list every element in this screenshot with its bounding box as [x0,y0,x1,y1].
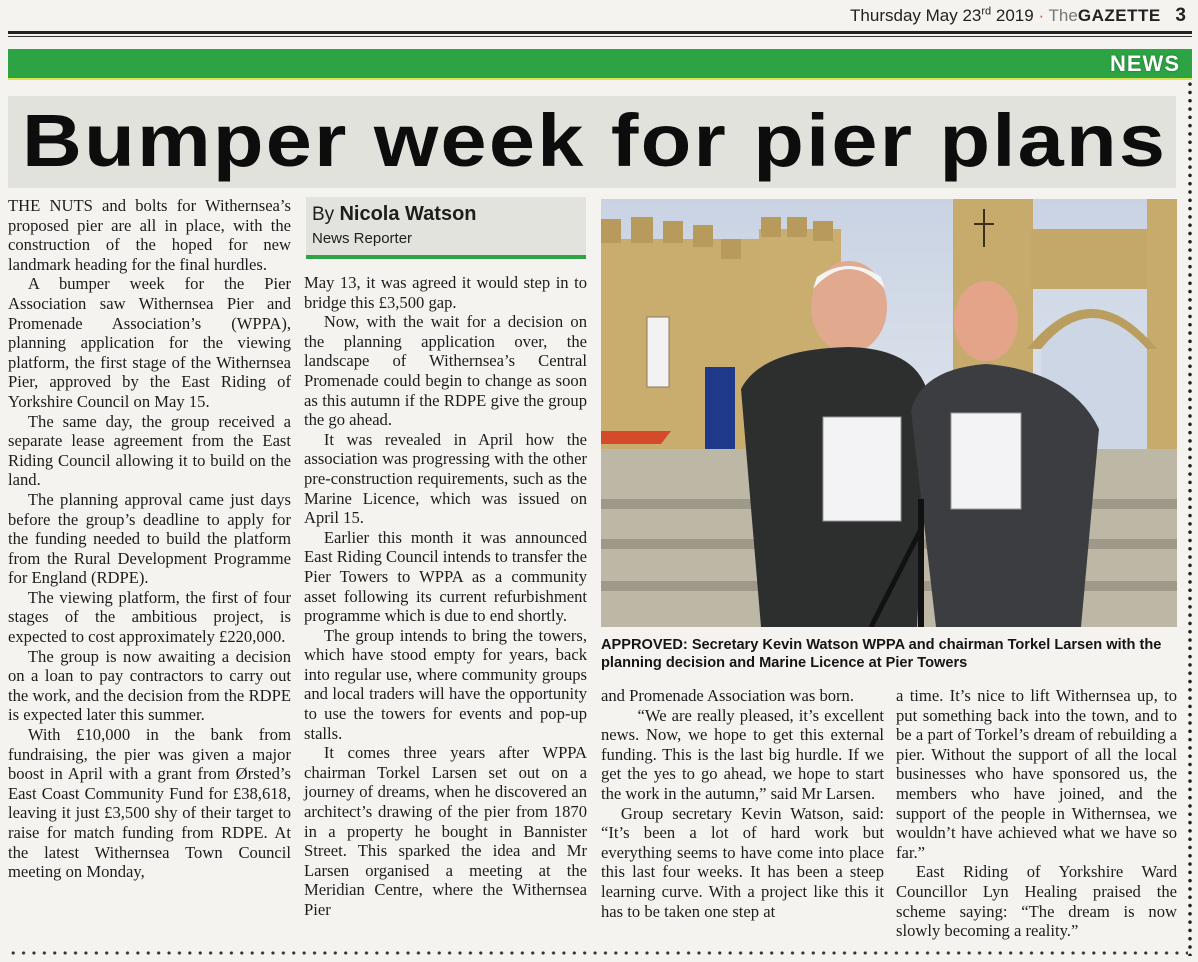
headline: Bumper week for pier plans [22,99,1168,182]
paragraph: The group intends to bring the towers, which have stood empty for years, back into regular use, where community groups and local traders will have the opportunity to use the towers for events and pop-up stalls. [304,625,587,743]
article-column-3 [601,686,884,921]
paragraph: The group is now awaiting a decision on a loan to pay contractors to carry out the work, and the decision from the RDPE is expected later this summer. [8,646,291,725]
section-bar [8,49,1192,80]
paragraph: May 13, it was agreed it would step in to bridge this £3,500 gap. [304,273,587,312]
article-column-1 [8,196,291,882]
dateline [850,5,1186,27]
article-column-4 [896,686,1177,941]
paragraph: The viewing platform, the first of four stages of the ambitious project, is expected to cost approximately £220,000. [8,587,291,647]
masthead [0,0,1198,30]
byline-author: Nicola Watson [339,203,477,225]
paragraph: Group secretary Kevin Watson, said: “It’s been a lot of hard work but everything seems to have come into place this last four weeks. It has been a steep learning curve. With a project like this it has to be taken one step at [601,803,884,921]
byline-role: News Reporter [312,230,413,247]
paragraph: It comes three years after WPPA chairman Torkel Larsen set out on a journey of dreams, when he discovered an architect’s drawing of the pier from 1870 in a property he bought in Bannister Street. This sparked the idea and Mr Larsen organised a meeting at the Meridian Centre, where the Withernsea Pier [304,743,587,919]
paragraph: A bumper week for the Pier Association saw Withernsea Pier and Promenade Association’s (WPPA), planning application for the viewing platform, the first stage of the Withernsea Pier, approved by the East Riding of Yorkshire Council on May 15. [8,274,291,411]
paragraph: a time. It’s nice to lift Withernsea up, to put something back into the town, and to be a part of Torkel’s dream of rebuilding a pier. Without the support of all the local businesses who have sponsored us, the members who have joined, and the support of the people in Withernsea, we wouldn’t have achieved what we have so far.” [896,686,1177,862]
date-suffix: rd [981,5,992,18]
article-photo [601,199,1177,627]
paragraph: and Promenade Association was born. [601,686,855,705]
paragraph: It was revealed in April how the association was progressing with the other pre-construction requirements, such as the Marine Licence, which was issued on April 15. [304,429,587,528]
byline-box [306,197,586,259]
paragraph: With £10,000 in the bank from fundraising, the pier was given a major boost in April with a grant from Ørsted’s East Coast Community Fund for £38,618, leaving it just £3,500 shy of their target to raise for match funding from RDPE. At the latest Withernsea Town Council meeting on Monday, [8,725,291,882]
masthead-rule-thin [8,36,1192,37]
page-number: 3 [1175,5,1186,26]
paper-name: GAZETTE [1077,6,1161,25]
paragraph: East Riding of Yorkshire Ward Councillor Lyn Healing praised the scheme saying: “The dream is now slowly becoming a reality.” [896,862,1177,941]
byline-prefix: By [312,204,335,225]
paragraph: The same day, the group received a separate lease agreement from the East Riding Council allowing it to build on the land. [8,411,291,490]
byline-author-line [312,203,477,226]
photo-caption: APPROVED: Secretary Kevin Watson WPPA and chairman Torkel Larsen with the planning decision and Marine Licence at Pier Towers [601,637,1162,671]
paragraph: Earlier this month it was announced East Riding Council intends to transfer the Pier Towers to WPPA as a community asset following its current refurbishment programme which is due to end shortly. [304,527,587,626]
paragraph: The planning approval came just days before the group’s deadline to apply for the funding needed to build the platform from the Rural Development Programme for England (RDPE). [8,489,291,588]
issue-date: Thursday May 23 [850,6,982,25]
paragraph: THE NUTS and bolts for Withernsea’s proposed pier are all in place, with the construction of the hoped for new landmark heading for the final hurdles. [8,196,291,274]
photo-illustration [601,199,1177,627]
issue-year: 2019 [995,6,1034,25]
masthead-rule-thick [8,31,1192,34]
headline-box [8,96,1176,188]
article-column-2 [304,273,587,920]
paragraph: Now, with the wait for a decision on the planning application over, the landscape of Withernsea’s Central Promenade could begin to change as soon as this autumn if the RDPE give the group the go ahead. [304,312,587,430]
dotted-border-right [1187,80,1193,956]
section-label: NEWS [1110,51,1180,76]
paper-prefix: The [1048,6,1078,25]
paragraph: “We are really pleased, it’s excellent news. Now, we hope to get this external funding. This is the last big hurdle. If we get the yes to go ahead, we hope to start the work in the autumn,” said Mr Larsen. [601,705,884,803]
separator-dot: · [1038,6,1045,25]
dotted-border-bottom [8,950,1188,956]
